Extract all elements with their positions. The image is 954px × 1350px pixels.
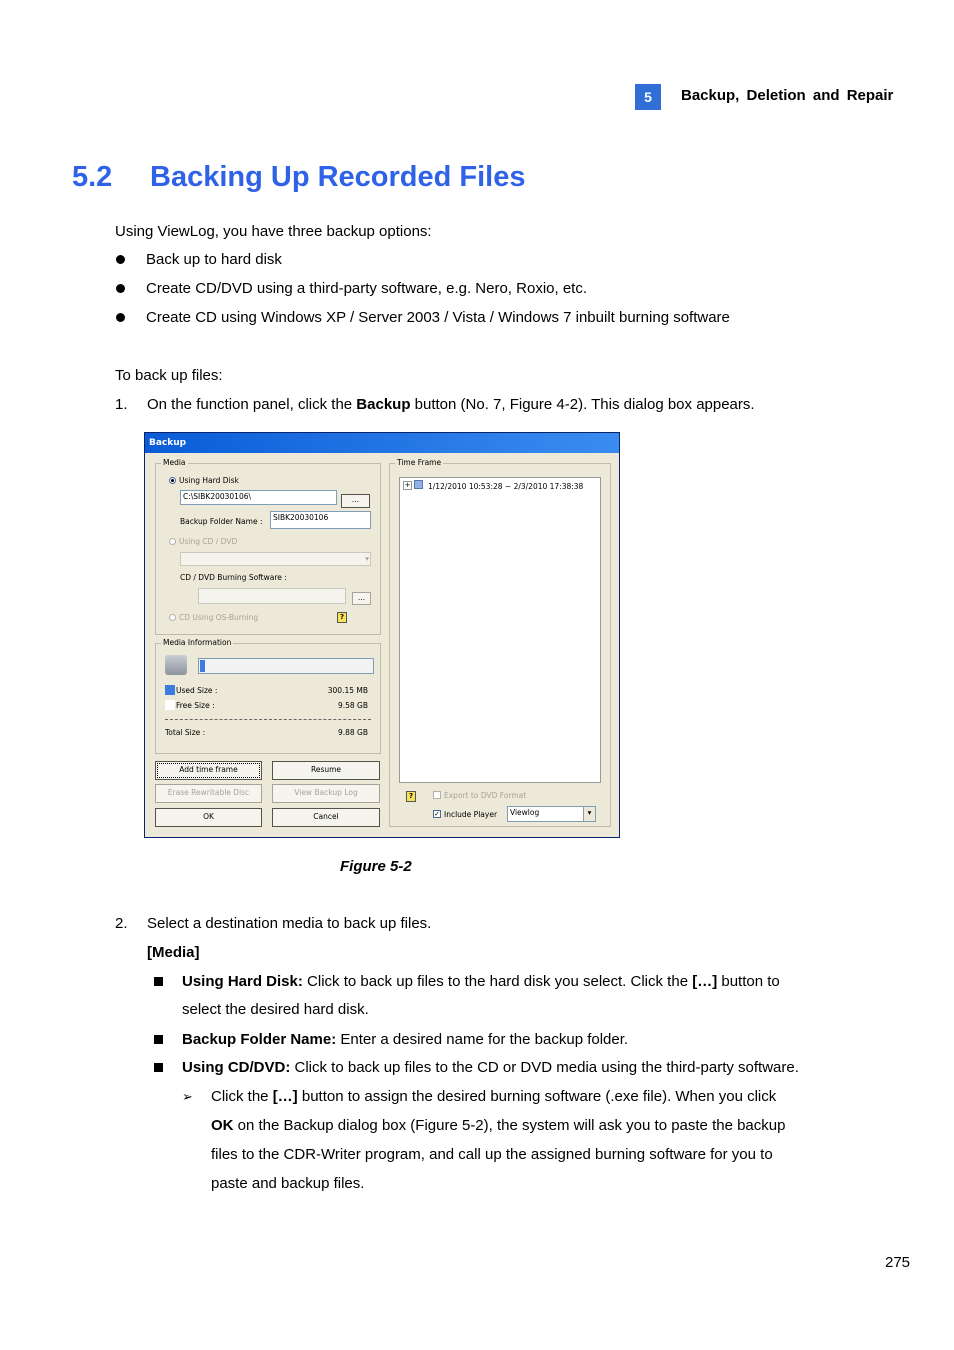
ok-button[interactable]: OK <box>155 808 262 827</box>
include-player-checkbox[interactable]: ✓ <box>434 810 440 818</box>
media-item: Using Hard Disk: Click to back up files to the hard disk you select. Click the […] button to <box>182 973 780 990</box>
browse-hard-disk-button[interactable]: ... <box>341 494 370 508</box>
time-frame-item[interactable]: 1/12/2010 10:53:28 ~ 2/3/2010 17:38:38 <box>428 482 584 491</box>
media-item: Backup Folder Name: Enter a desired name for the backup folder. <box>182 1031 629 1048</box>
burning-software-label: CD / DVD Burning Software : <box>180 573 287 582</box>
square-bullet <box>154 1063 163 1072</box>
using-hard-disk-radio[interactable] <box>169 477 176 484</box>
chapter-title: Backup, Deletion and Repair <box>681 87 894 104</box>
sub-item-line: Click the […] button to assign the desired burning software (.exe file). When you click <box>211 1088 777 1105</box>
resume-button[interactable]: Resume <box>272 761 380 780</box>
media-item: Using CD/DVD: Click to back up files to the CD or DVD media using the third-party software. <box>182 1059 799 1076</box>
free-size-value: 9.58 GB <box>337 701 368 710</box>
bullet-dot <box>116 284 125 293</box>
hard-disk-path-field[interactable]: C:\SIBK20030106\ <box>180 490 337 505</box>
help-icon[interactable]: ? <box>337 612 347 623</box>
chapter-number-badge: 5 <box>635 84 661 110</box>
option-item: Create CD/DVD using a third-party software, e.g. Nero, Roxio, etc. <box>146 280 588 297</box>
media-information-label: Media Information <box>163 638 232 647</box>
browse-burning-software-button[interactable]: ... <box>352 592 371 605</box>
step-number: 2. <box>115 915 128 932</box>
section-title: Backing Up Recorded Files <box>150 161 526 193</box>
using-cd-dvd-label: Using CD / DVD <box>179 537 238 546</box>
backup-folder-input[interactable]: SIBK20030106 <box>270 511 371 529</box>
used-size-swatch <box>165 685 175 695</box>
used-size-value: 300.15 MB <box>327 686 368 695</box>
usage-progress-fill <box>200 660 205 672</box>
include-player-label: Include Player <box>444 810 498 819</box>
burning-software-field[interactable] <box>198 588 346 604</box>
using-cd-dvd-radio[interactable] <box>169 538 176 545</box>
bullet-dot <box>116 313 125 322</box>
option-item: Create CD using Windows XP / Server 2003 / Vista / Windows 7 inbuilt burning software <box>146 309 730 326</box>
export-dvd-label: Export to DVD Format <box>444 791 527 800</box>
figure-caption: Figure 5-2 <box>340 858 412 875</box>
sub-item-line: paste and backup files. <box>211 1175 365 1192</box>
media-heading: [Media] <box>147 944 200 961</box>
usage-progress-bar <box>198 658 374 674</box>
player-select-value: Viewlog <box>510 808 540 817</box>
sub-item-line: files to the CDR-Writer program, and call up the assigned burning software for you to <box>211 1146 773 1163</box>
time-frame-list[interactable] <box>399 477 601 783</box>
backup-dialog <box>144 432 620 838</box>
using-hard-disk-label: Using Hard Disk <box>179 476 239 485</box>
arrow-bullet-icon: ➢ <box>182 1089 193 1104</box>
erase-rewritable-disc-button[interactable]: Erase Rewritable Disc <box>155 784 262 803</box>
step1-text: On the function panel, click the Backup button (No. 7, Figure 4-2). This dialog box appears. <box>147 396 755 413</box>
cd-os-burning-radio[interactable] <box>169 614 176 621</box>
media-item-continued: select the desired hard disk. <box>182 1001 369 1018</box>
to-backup-text: To back up files: <box>115 367 223 384</box>
free-size-label: Free Size : <box>176 701 215 710</box>
media-group-label: Media <box>163 458 186 467</box>
chevron-down-icon: ▾ <box>365 554 369 563</box>
page-number: 275 <box>885 1254 911 1271</box>
time-frame-item-icon <box>414 480 423 489</box>
cancel-button[interactable]: Cancel <box>272 808 380 827</box>
view-backup-log-button[interactable]: View Backup Log <box>272 784 380 803</box>
divider <box>165 719 371 720</box>
free-size-swatch <box>165 700 175 710</box>
cd-os-burning-label: CD Using OS-Burning <box>179 613 259 622</box>
backup-folder-label: Backup Folder Name : <box>180 517 263 526</box>
bullet-dot <box>116 255 125 264</box>
cd-dvd-drive-select[interactable] <box>180 552 371 566</box>
expand-icon[interactable]: + <box>404 481 411 489</box>
option-item: Back up to hard disk <box>146 251 282 268</box>
section-heading <box>72 161 526 194</box>
used-size-label: Used Size : <box>176 686 218 695</box>
step-number: 1. <box>115 396 128 413</box>
dialog-title: Backup <box>145 433 619 453</box>
total-size-label: Total Size : <box>165 728 206 737</box>
intro-text: Using ViewLog, you have three backup options: <box>115 223 432 240</box>
add-time-frame-button[interactable]: Add time frame <box>155 761 262 780</box>
export-dvd-checkbox[interactable] <box>433 791 441 799</box>
hard-drive-icon <box>165 655 187 675</box>
sub-item-line: OK on the Backup dialog box (Figure 5-2), the system will ask you to paste the backup <box>211 1117 786 1134</box>
square-bullet <box>154 977 163 986</box>
time-frame-label: Time Frame <box>397 458 442 467</box>
total-size-value: 9.88 GB <box>337 728 368 737</box>
chevron-down-icon[interactable]: ▾ <box>583 807 595 821</box>
square-bullet <box>154 1035 163 1044</box>
section-number: 5.2 <box>72 161 113 193</box>
help-icon[interactable]: ? <box>406 791 416 802</box>
player-select[interactable] <box>507 806 596 822</box>
step2-text: Select a destination media to back up files. <box>147 915 432 932</box>
media-group <box>155 458 381 635</box>
